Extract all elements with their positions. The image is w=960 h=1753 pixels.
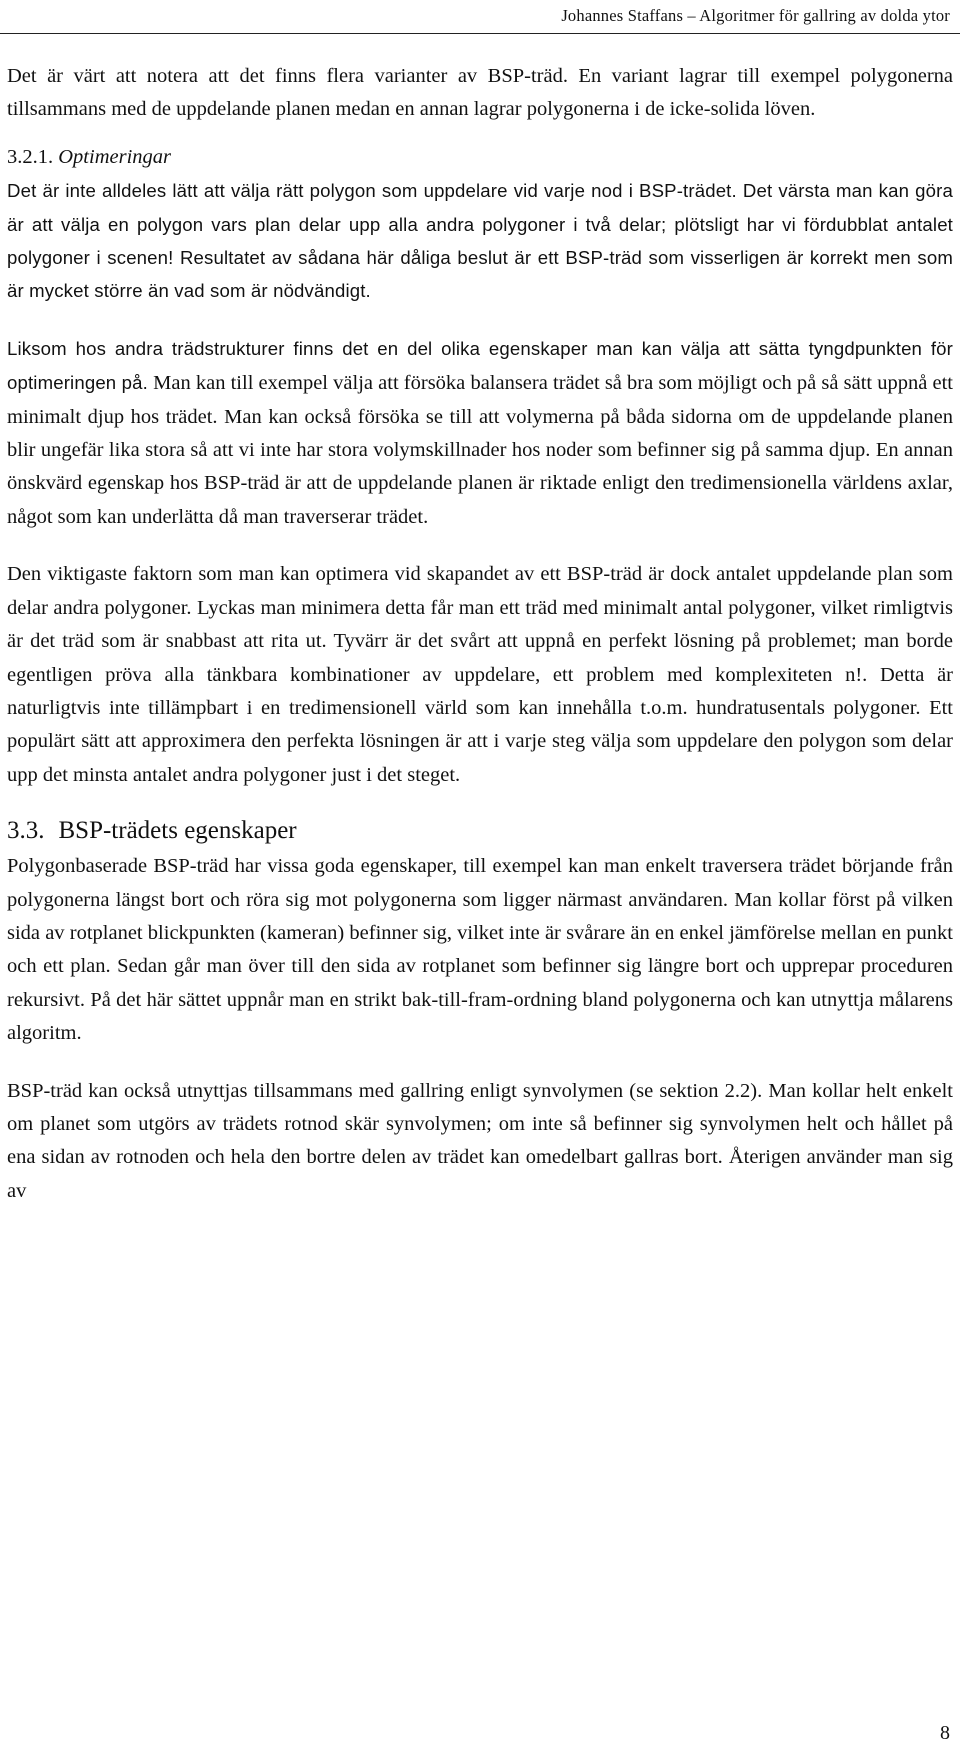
subsection-title: Optimeringar [58, 145, 171, 168]
header-rule [0, 33, 960, 34]
section-title: BSP-trädets egenskaper [58, 817, 297, 845]
subsection-heading [7, 141, 953, 174]
subsection-number: 3.2.1. [7, 145, 54, 168]
paragraph-optimization-properties [7, 332, 953, 534]
paragraph-frustum-culling: BSP-träd kan också utnyttjas tillsammans med gallring enligt synvolymen (se sektion 2.2). Man kollar helt enkelt om planet som utgörs av trädets rotnod skär synvolymen; om inte så befinner sig synvolymen helt och hållet på ena sidan av rotnoden och hela den bortre delen av trädet kan omedelbart gallras bort. Återigen använder man sig av [7, 1079, 953, 1202]
paragraph-splitter-choice: Det är inte alldeles lätt att välja rätt polygon som uppdelare vid varje nod i BSP-trädet. Det värsta man kan göra är att välja en polygon vars plan delar upp alla andra polygoner i två delar; plötsligt har vi fördubblat antalet polygoner i scenen! Resultatet av sådana här dåliga beslut är ett BSP-träd som visserligen är korrekt men som är mycket större än vad som är nödvändigt. [7, 180, 953, 302]
running-header: Johannes Staffans – Algoritmer för gallring av dolda ytor [561, 6, 950, 25]
paragraph-optimization-rest: Man kan till exempel välja att försöka balansera trädet så bra som möjligt och på så sätt uppnå ett minimalt djup hos trädet. Man kan också försöka se till att volymerna på båda sidorna om de uppdelande planen blir ungefär lika stora så att vi inte har stora volymskillnader hos noder som befinner sig på samma djup. En annan önskvärd egenskap hos BSP-träd är att de uppdelande planen är riktade enligt den tredimensionella världens axlar, något som kan underlätta då man traverserar trädet. [7, 372, 953, 528]
page-body [7, 60, 953, 1208]
page-number: 8 [940, 1722, 950, 1744]
paragraph-bsp-properties: Polygonbaserade BSP-träd har vissa goda egenskaper, till exempel kan man enkelt traversera trädet börjande från polygonerna längst bort och röra sig mot polygonerna som ligger närmast användaren. Man kollar först på vilken sida av rotplanet blickpunkten (kameran) befinner sig, vilket inte är svårare än en enkel jämförelse mellan en punkt och ett plan. Sedan går man över till den sida av rotplanet som befinner sig längre bort och upprepar proceduren rekursivt. På det här sättet uppnår man en strikt bak-till-fram-ordning bland polygonerna och kan utnyttja målarens algoritm. [7, 855, 953, 1045]
paragraph-bsp-variants: Det är värt att notera att det finns flera varianter av BSP-träd. En variant lagrar till exempel polygonerna tillsammans med de uppdelande planen medan en annan lagrar polygonerna i de icke-solida löven. [7, 65, 953, 121]
section-heading [7, 814, 953, 848]
paragraph-key-factor: Den viktigaste faktorn som man kan optimera vid skapandet av ett BSP-träd är dock antalet uppdelande plan som delar andra polygoner. Lyckas man minimera detta får man ett träd med minimalt antal polygoner, vilket rimligtvis är det träd som är snabbast att rita ut. Tyvärr är det svårt att uppnå en perfekt lösning på problemet; man borde egentligen pröva alla tänkbara kombinationer av uppdelare, ett problem med komplexiteten n!. Detta är naturligtvis inte tillämpbart i en tredimensionell värld som kan innehålla t.o.m. hundratusentals polygoner. Ett populärt sätt att approximera den perfekta lösningen är att i varje steg välja som uppdelare den polygon som delar upp det minsta antalet andra polygoner just i det steget. [7, 563, 953, 786]
section-number: 3.3. [7, 817, 45, 845]
paragraph-optimization-lead: Liksom hos andra trädstrukturer finns det en del olika egenskaper man kan välja att sätta tyngdpunkten för optimeringen på. [7, 337, 953, 394]
